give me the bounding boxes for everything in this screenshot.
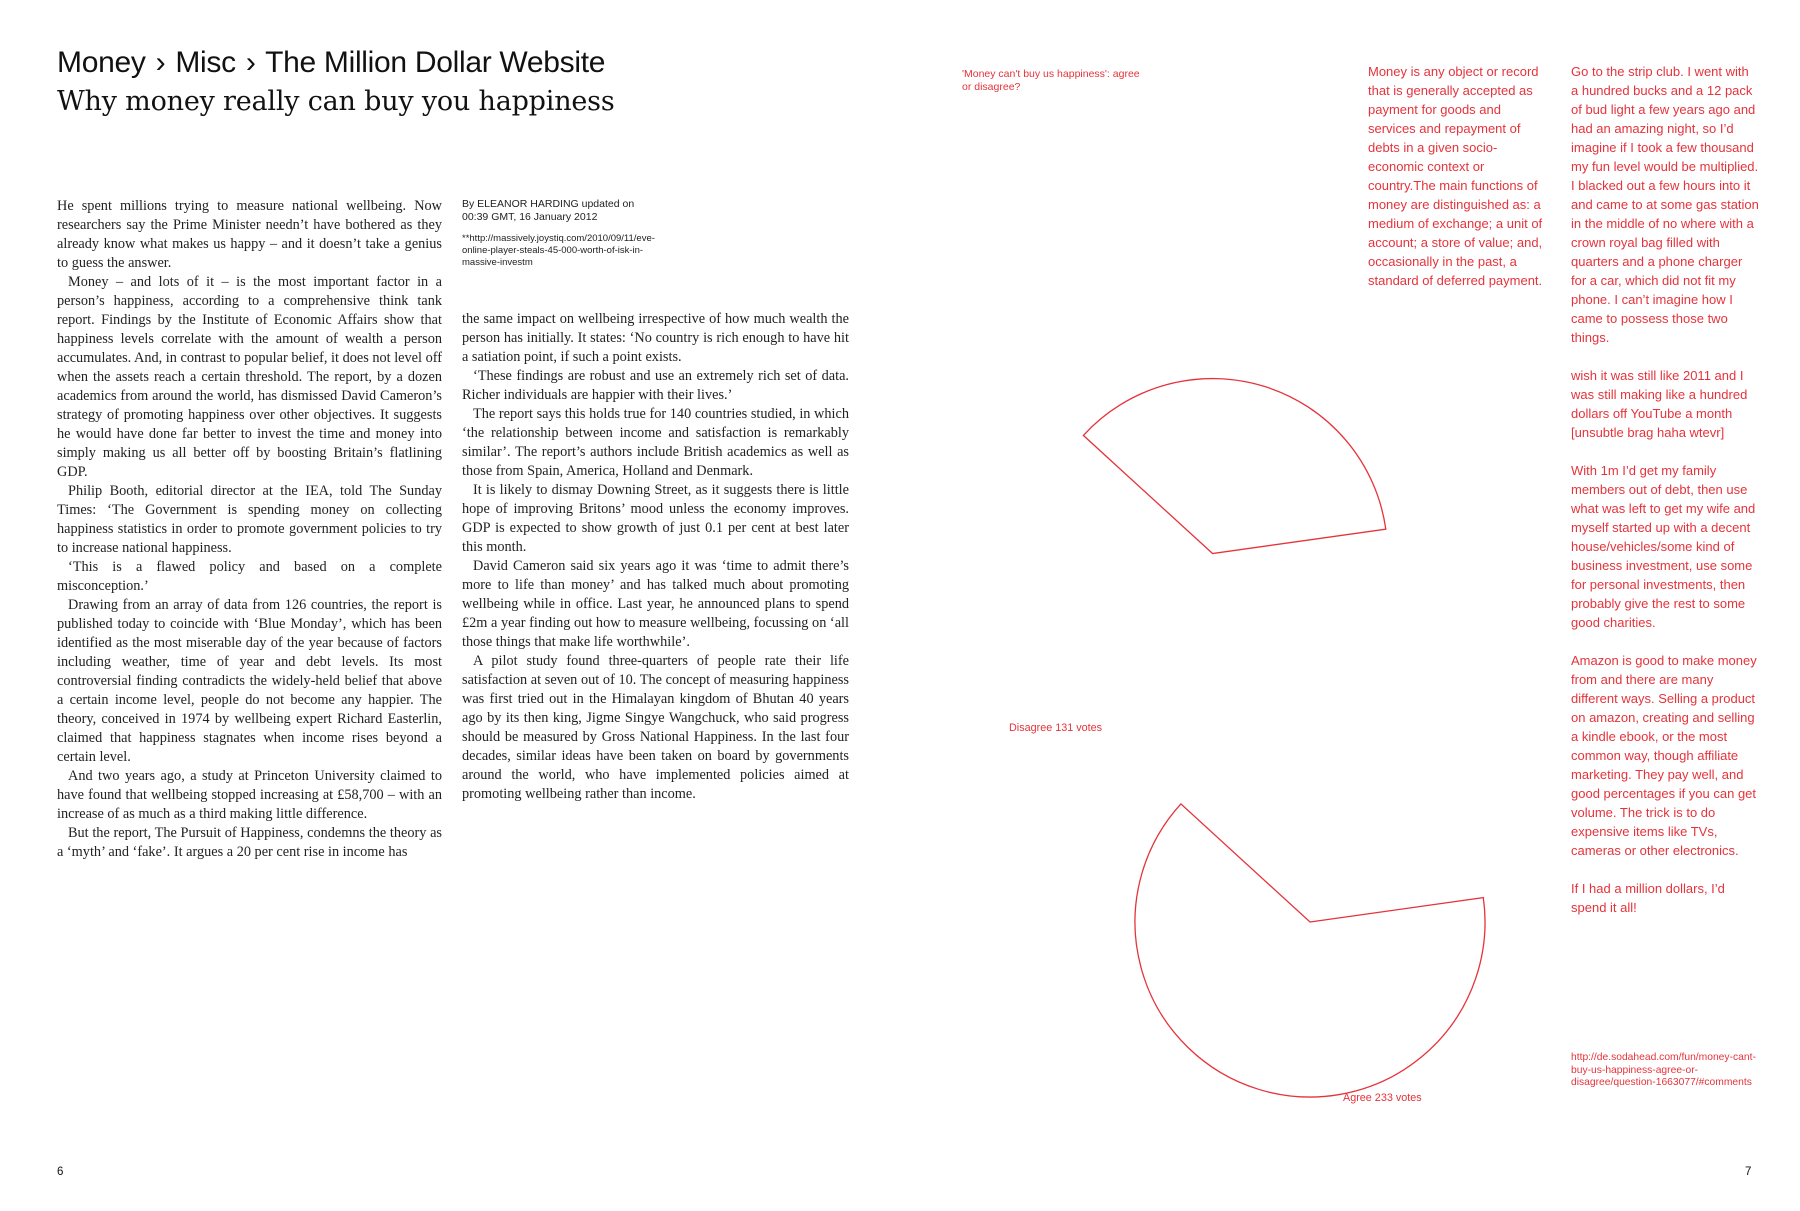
breadcrumb-current-page: The Million Dollar Website (265, 46, 606, 79)
article-paragraph: It is likely to dismay Downing Street, as it suggests there is little hope of improving Britons’ mood unless the economy improves. GDP is expected to show growth of just 0.1 per cent at best later this month. (462, 482, 849, 555)
pie-slice-disagree (1083, 379, 1385, 554)
disagree-votes-label: Disagree 131 votes (1009, 722, 1103, 734)
article-headline: Why money really can buy you happiness (57, 86, 615, 117)
pie-slice-agree (1135, 804, 1485, 1097)
article-paragraph: Philip Booth, editorial director at the IEA, told The Sunday Times: ‘The Government is spending money on collecting happiness statistics in order to promote government policies to try to increase national happiness. (57, 483, 442, 556)
comment: With 1m I’d get my family members out of debt, then use what was left to get my wife and myself started up with a decent house/vehicles/some kind of business investment, use some for personal investments, then probably give the rest to some good charities. (1571, 463, 1756, 630)
comments-column (1571, 62, 1759, 936)
breadcrumb-separator: › (245, 46, 256, 79)
money-definition: Money is any object or record that is generally accepted as payment for goods and services and repayment of debts in a given socio-economic context or country.The main functions of money are distinguished as: a medium of exchange; a unit of account; a store of value; and, occasionally in the past, a standard of deferred payment. (1368, 64, 1543, 288)
article-paragraph: And two years ago, a study at Princeton University claimed to have found that wellbeing stopped increasing at £58,700 – with an increase of as much as a third making little difference. (57, 768, 442, 822)
agree-votes-label: Agree 233 votes (1343, 1092, 1422, 1104)
article-paragraph: The report says this holds true for 140 countries studied, in which ‘the relationship between income and satisfaction is remarkably similar’. The report’s authors include British academics as well as those from Spain, America, Holland and Denmark. (462, 406, 849, 479)
poll-source-url[interactable]: http://de.sodahead.com/fun/money-cant-buy-us-happiness-agree-or-disagree/question-1663077/#comments (1571, 1052, 1756, 1088)
article-paragraph: But the report, The Pursuit of Happiness, condemns the theory as a ‘myth’ and ‘fake’. It argues a 20 per cent rise in income has (57, 825, 442, 860)
comment: Go to the strip club. I went with a hundred bucks and a 12 pack of bud light a few years ago and had an amazing night, so I’d imagine if I took a few thousand my fun level would be multiplied. I blacked out a few hours into it and came to at some gas station in the middle of no where with a crown royal bag filled with quarters and a phone charger for a car, which did not fit my phone. I can’t imagine how I came to possess those two things. (1571, 64, 1759, 345)
article-paragraph: He spent millions trying to measure national wellbeing. Now researchers say the Prime Minister needn’t have bothered as they already know what makes us happy – and it doesn’t take a genius to guess the answer. (57, 198, 442, 271)
article-paragraph: David Cameron said six years ago it was ‘time to admit there’s more to life than money’ and has talked much about promoting wellbeing while in office. Last year, he announced plans to spend £2m a year finding out how to measure wellbeing, focussing on ‘all those things that make life worthwhile’. (462, 558, 849, 650)
breadcrumb-money[interactable]: Money (57, 46, 146, 79)
source-link[interactable]: **http://massively.joystiq.com/2010/09/11/eve-online-player-steals-45-000-worth-of-isk-in-massive-investm (462, 233, 655, 268)
article-paragraph: Money – and lots of it – is the most important factor in a person’s happiness, according to a comprehensive think tank report. Findings by the Institute of Economic Affairs show that happiness levels correlate with the amount of wealth a person accumulates. And, in contrast to popular belief, it does not level off when the assets reach a certain threshold. The report, by a dozen academics from around the world, has dismissed David Cameron’s strategy of promoting happiness over other objectives. It suggests he would have done far better to invest the time and money into simply making us all better off by boosting Britain’s flatlining GDP. (57, 274, 442, 480)
breadcrumb-separator: › (155, 46, 166, 79)
comment: If I had a million dollars, I’d spend it all! (1571, 881, 1725, 915)
article-paragraph: the same impact on wellbeing irrespective of how much wealth the person has initially. It states: ‘No country is rich enough to have hit a satiation point, if such a point exists. (462, 311, 849, 365)
article-paragraph: Drawing from an array of data from 126 countries, the report is published today to coincide with ‘Blue Monday’, which has been identified as the most miserable day of the year because of factors including weather, time of year and debt levels. Its most controversial finding contradicts the widely-held belief that above a certain income level, people do not become any happier. The theory, conceived in 1974 by wellbeing expert Richard Easterlin, claimed that happiness stagnates when income rises beyond a certain level. (57, 597, 442, 765)
byline: By ELEANOR HARDING updated on 00:39 GMT, 16 January 2012 (462, 198, 635, 223)
comment: Amazon is good to make money from and there are many different ways. Selling a product on amazon, creating and selling a kindle ebook, or the most common way, though affiliate marketing. They pay well, and good percentages if you can get volume. The trick is to do expensive items like TVs, cameras or other electronics. (1571, 653, 1757, 858)
comment: wish it was still like 2011 and I was still making like a hundred dollars off YouTube a month [unsubtle brag haha wtevr] (1571, 368, 1748, 440)
poll-question: 'Money can't buy us happiness': agree or disagree? (962, 68, 1140, 93)
article-paragraph: ‘This is a flawed policy and based on a complete misconception.’ (57, 559, 442, 594)
breadcrumb-misc[interactable]: Misc (175, 46, 236, 79)
page-number-right: 7 (1745, 1166, 1752, 1178)
page-number-left: 6 (57, 1166, 64, 1178)
article-paragraph: A pilot study found three-quarters of people rate their life satisfaction at seven out of 10. The concept of measuring happiness was first tried out in the Himalayan kingdom of Bhutan 40 years ago by its then king, Jigme Singye Wangchuck, who said progress should be measured by Gross National Happiness. In the last four decades, similar ideas have been taken on board by governments around the world, who have implemented policies aimed at promoting wellbeing rather than income. (462, 653, 849, 802)
article-paragraph: ‘These findings are robust and use an extremely rich set of data. Richer individuals are happier with their lives.’ (462, 368, 849, 403)
